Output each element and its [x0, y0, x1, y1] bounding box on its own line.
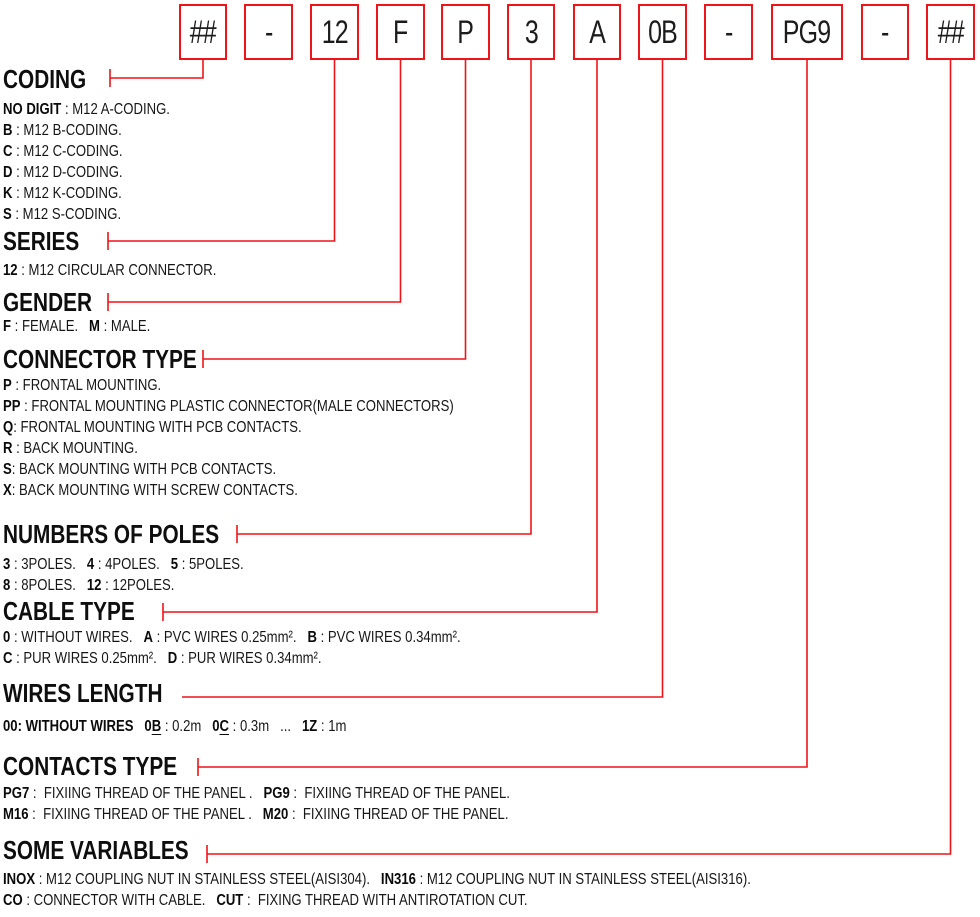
legend-row: [3, 162, 170, 183]
code-key: 0: [212, 718, 220, 735]
code-key: 4: [86, 556, 95, 573]
code-key: NO DIGIT: [3, 101, 62, 118]
section-coding: [3, 66, 107, 93]
code-key: M16: [3, 806, 29, 823]
legend-row: [3, 804, 510, 825]
code-description: : FIXIING THREAD OF THE PANEL .: [29, 785, 264, 802]
code-key: 0: [3, 629, 11, 646]
legend-row: [3, 375, 454, 396]
section-rows-some_variables: [3, 869, 915, 911]
code-key: INOX: [3, 871, 36, 888]
code-description: : PUR WIRES 0.34mm².: [177, 650, 322, 667]
legend-row: [3, 890, 751, 911]
legend-row: [3, 204, 170, 225]
code-box-3: [376, 4, 425, 60]
code-box-label: ##: [189, 13, 217, 50]
section-series: [3, 228, 98, 255]
section-heading-coding: CODING: [3, 64, 87, 94]
code-description: : 5POLES.: [178, 556, 244, 573]
code-key: P: [3, 377, 12, 394]
code-description: : PVC WIRES 0.25mm².: [152, 629, 308, 646]
code-description: : MALE.: [99, 318, 151, 335]
code-description: : FRONTAL MOUNTING WITH PCB CONTACTS.: [13, 419, 302, 436]
legend-row: [3, 480, 454, 501]
legend-row: [3, 183, 170, 204]
code-key: M20: [262, 806, 289, 823]
section-heading-cable_type: CABLE TYPE: [3, 596, 135, 626]
section-rows-contacts_type: [3, 783, 621, 825]
code-key: C: [3, 650, 13, 667]
legend-row: [3, 554, 244, 575]
code-key: M: [89, 318, 100, 335]
code-description: : M12 S-CODING.: [11, 206, 122, 223]
code-description: : M12 CIRCULAR CONNECTOR.: [17, 262, 217, 279]
code-box-label: -: [881, 13, 889, 50]
legend-row: [3, 141, 170, 162]
section-rows-wires_length: [3, 716, 422, 737]
code-key: C: [3, 143, 13, 160]
code-key: D: [3, 164, 13, 181]
code-key: X: [3, 482, 12, 499]
section-rows-gender: [3, 316, 183, 337]
code-description: : M12 C-CODING.: [12, 143, 123, 160]
code-key: PP: [3, 398, 21, 415]
code-description: [133, 718, 144, 735]
section-rows-numbers_of_poles: [3, 554, 297, 596]
code-description: : M12 K-CODING.: [12, 185, 122, 202]
code-key: 00: WITHOUT WIRES: [3, 718, 134, 735]
code-box-label: A: [589, 13, 605, 50]
legend-row: [3, 716, 346, 737]
section-rows-series: [3, 260, 263, 281]
section-contacts_type: [3, 753, 221, 780]
code-box-8: [704, 4, 753, 60]
code-box-11: [926, 4, 975, 60]
legend-row: [3, 627, 461, 648]
legend-row: [3, 575, 244, 596]
code-description: : PUR WIRES 0.25mm².: [12, 650, 168, 667]
code-description: : WITHOUT WIRES.: [10, 629, 144, 646]
code-key: D: [167, 650, 178, 667]
section-heading-wires_length: WIRES LENGTH: [3, 678, 163, 708]
code-box-label: 12: [321, 13, 348, 50]
section-rows-connector_type: [3, 375, 553, 501]
code-description: : BACK MOUNTING WITH PCB CONTACTS.: [11, 461, 277, 478]
code-description: : PVC WIRES 0.34mm².: [316, 629, 461, 646]
section-connector_type: [3, 346, 245, 373]
code-box-label: P: [457, 13, 474, 50]
code-key: CUT: [216, 892, 244, 909]
code-description: : FRONTAL MOUNTING PLASTIC CONNECTOR(MALE CONNECTORS): [20, 398, 454, 415]
code-key: Q: [3, 419, 14, 436]
code-key: PG9: [263, 785, 290, 802]
code-description: : M12 B-CODING.: [12, 122, 122, 139]
section-heading-series: SERIES: [3, 226, 80, 256]
section-heading-numbers_of_poles: NUMBERS OF POLES: [3, 519, 220, 549]
legend-row: [3, 459, 454, 480]
legend-row: [3, 120, 170, 141]
section-heading-gender: GENDER: [3, 287, 92, 317]
code-description: : FIXING THREAD WITH ANTIROTATION CUT.: [243, 892, 528, 909]
code-box-6: [573, 4, 621, 60]
code-key: F: [3, 318, 12, 335]
code-key: 12: [3, 262, 18, 279]
code-box-2: [310, 4, 359, 60]
connector-line-coding: [110, 60, 203, 87]
code-key: IN316: [380, 871, 416, 888]
code-key: 8: [3, 577, 11, 594]
code-key: K: [3, 185, 13, 202]
code-box-label: 3: [524, 13, 538, 50]
code-description: : M12 A-CODING.: [61, 101, 170, 118]
code-description: : 8POLES.: [10, 577, 87, 594]
code-key: S: [3, 461, 12, 478]
code-key: 12: [86, 577, 102, 594]
section-heading-some_variables: SOME VARIABLES: [3, 835, 189, 865]
legend-row: [3, 438, 454, 459]
code-box-label: PG9: [783, 13, 831, 50]
code-description: : FIXIING THREAD OF THE PANEL.: [289, 785, 510, 802]
code-key: 1Z: [301, 718, 318, 735]
code-description: : CONNECTOR WITH CABLE.: [22, 892, 217, 909]
code-description: : 12POLES.: [101, 577, 175, 594]
section-some_variables: [3, 837, 235, 864]
code-description: : FEMALE.: [11, 318, 90, 335]
code-key: A: [143, 629, 153, 646]
code-description: : BACK MOUNTING.: [12, 440, 138, 457]
code-key: C: [219, 718, 230, 735]
code-description: : 1m: [317, 718, 347, 735]
code-box-label: ##: [937, 13, 964, 50]
code-description: : 3POLES.: [10, 556, 87, 573]
section-cable_type: [3, 598, 168, 625]
code-key: 0: [144, 718, 152, 735]
code-box-4: [441, 4, 490, 60]
section-wires_length: [3, 680, 202, 707]
code-box-10: [861, 4, 909, 60]
section-rows-cable_type: [3, 627, 561, 669]
legend-row: [3, 99, 170, 120]
code-description: : M12 COUPLING NUT IN STAINLESS STEEL(AISI304).: [35, 871, 381, 888]
section-numbers_of_poles: [3, 521, 273, 548]
code-key: R: [3, 440, 13, 457]
legend-row: [3, 648, 461, 669]
section-rows-coding: [3, 99, 207, 225]
code-description: : M12 D-CODING.: [12, 164, 123, 181]
code-description: : FIXIING THREAD OF THE PANEL .: [28, 806, 263, 823]
legend-row: [3, 417, 454, 438]
code-description: : BACK MOUNTING WITH SCREW CONTACTS.: [11, 482, 298, 499]
legend-row: [3, 783, 510, 804]
code-box-9: [771, 4, 843, 60]
code-box-label: F: [393, 13, 408, 50]
legend-row: [3, 316, 150, 337]
code-key: B: [3, 122, 13, 139]
legend-row: [3, 396, 454, 417]
section-heading-connector_type: CONNECTOR TYPE: [3, 344, 197, 374]
code-key: B: [307, 629, 317, 646]
code-key: 5: [170, 556, 179, 573]
code-box-label: -: [724, 13, 733, 50]
code-box-7: [638, 4, 687, 60]
code-description: : FRONTAL MOUNTING.: [11, 377, 162, 394]
code-box-label: 0B: [648, 13, 677, 50]
code-box-0: [179, 4, 227, 60]
legend-row: [3, 869, 751, 890]
code-description: : 0.3m ...: [229, 718, 302, 735]
code-key: CO: [3, 892, 23, 909]
code-description: : 0.2m: [161, 718, 213, 735]
code-box-5: [507, 4, 555, 60]
legend-row: [3, 260, 216, 281]
section-heading-contacts_type: CONTACTS TYPE: [3, 751, 178, 781]
section-gender: [3, 289, 114, 316]
code-description: : 4POLES.: [94, 556, 171, 573]
code-key: PG7: [3, 785, 30, 802]
code-key: S: [3, 206, 12, 223]
code-key: B: [151, 718, 162, 735]
code-box-1: [244, 4, 293, 60]
code-description: : FIXIING THREAD OF THE PANEL.: [288, 806, 509, 823]
code-box-label: -: [264, 13, 273, 50]
code-description: : M12 COUPLING NUT IN STAINLESS STEEL(AISI316).: [415, 871, 751, 888]
code-key: 3: [3, 556, 11, 573]
